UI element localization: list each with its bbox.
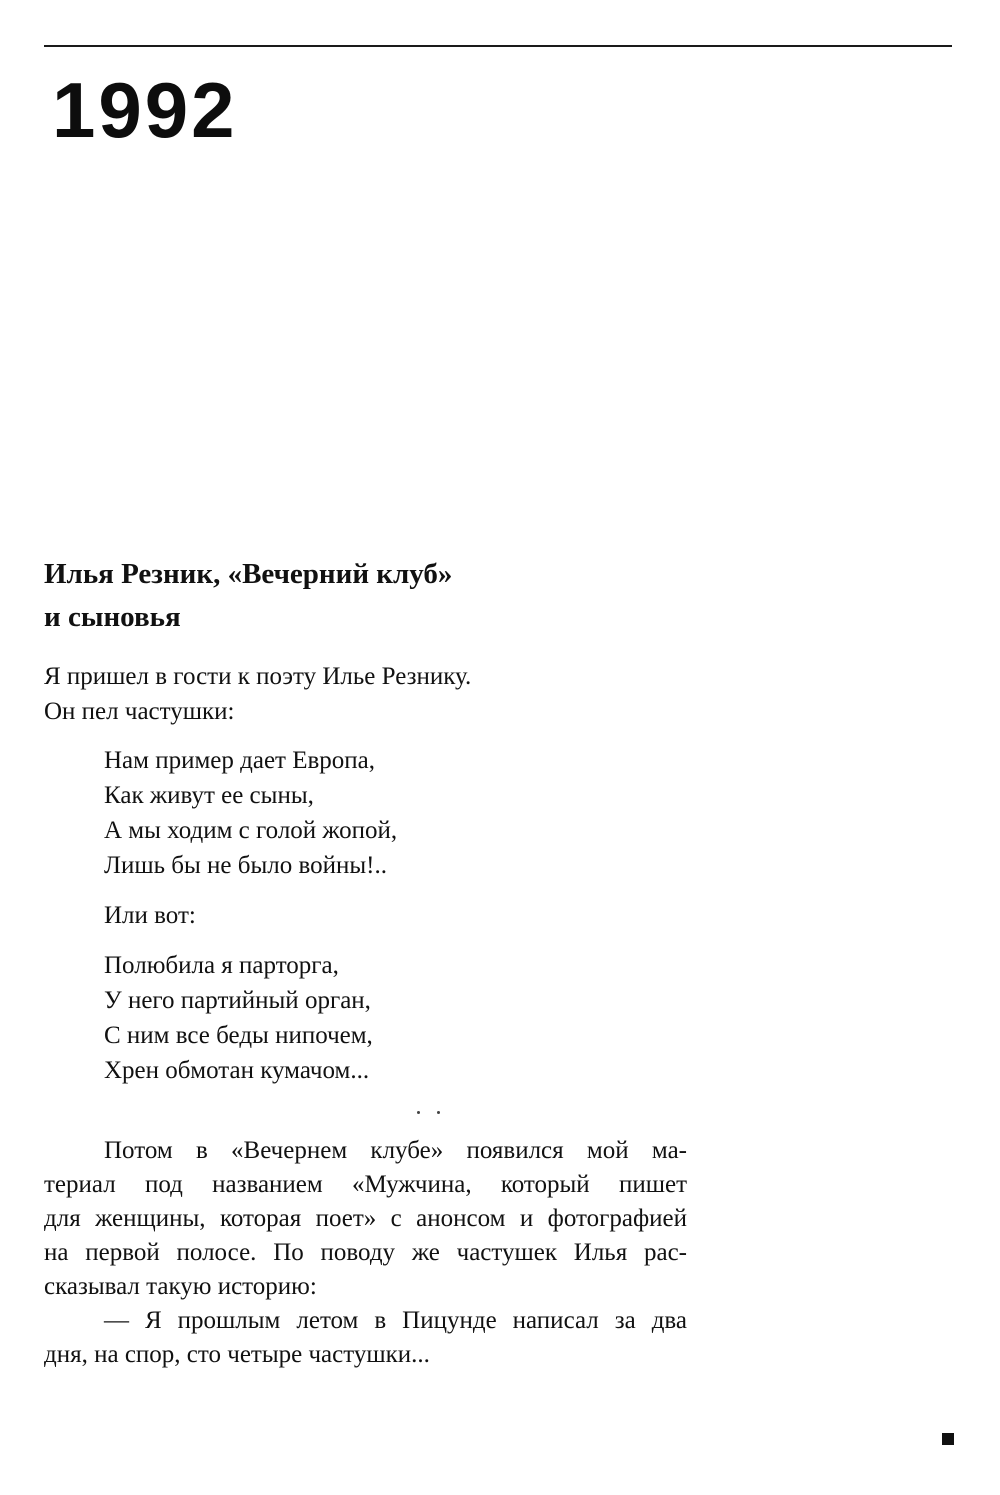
verse-line: С ним все беды нипочем, bbox=[104, 1022, 373, 1049]
verse-line: Лишь бы не было войны!.. bbox=[104, 852, 387, 879]
prose-paragraph bbox=[44, 1134, 687, 1372]
verse-two bbox=[104, 948, 373, 1088]
separator-dot bbox=[437, 1111, 440, 1114]
verse-line: Полюбила я парторга, bbox=[104, 952, 339, 979]
prose-line: териал под названием «Мужчина, который пишет bbox=[44, 1171, 687, 1198]
prose-line: дня, на спор, сто четыре частушки... bbox=[44, 1341, 430, 1368]
prose-line: — Я прошлым летом в Пицунде написал за два bbox=[104, 1307, 687, 1334]
section-title-line: и сыновья bbox=[44, 601, 181, 633]
intro-paragraph bbox=[44, 659, 471, 729]
verse-line: Хрен обмотан кумачом... bbox=[104, 1057, 370, 1084]
verse-line: А мы ходим с голой жопой, bbox=[104, 817, 398, 844]
prose-line: для женщины, которая поет» с анонсом и фотографией bbox=[44, 1205, 687, 1232]
separator-dot bbox=[417, 1111, 420, 1114]
section-heading bbox=[44, 553, 452, 639]
verse-line: Нам пример дает Европа, bbox=[104, 747, 376, 774]
verse-one bbox=[104, 743, 397, 883]
prose-line: Потом в «Вечернем клубе» появился мой ма- bbox=[104, 1137, 687, 1164]
verse-two-label: Или вот: bbox=[104, 902, 196, 929]
intro-line: Он пел частушки: bbox=[44, 698, 235, 725]
prose-line: на первой полосе. По поводу же частушек Илья рас- bbox=[44, 1239, 687, 1266]
verse-line: Как живут ее сыны, bbox=[104, 782, 314, 809]
top-rule bbox=[44, 45, 952, 47]
verse-line: У него партийный орган, bbox=[104, 987, 371, 1014]
chapter-year: 1992 bbox=[52, 66, 238, 154]
intro-line: Я пришел в гости к поэту Илье Резнику. bbox=[44, 663, 472, 690]
end-of-section-mark bbox=[942, 1433, 954, 1445]
section-title-line: Илья Резник, «Вечерний клуб» bbox=[44, 558, 453, 590]
prose-line: сказывал такую историю: bbox=[44, 1273, 317, 1300]
